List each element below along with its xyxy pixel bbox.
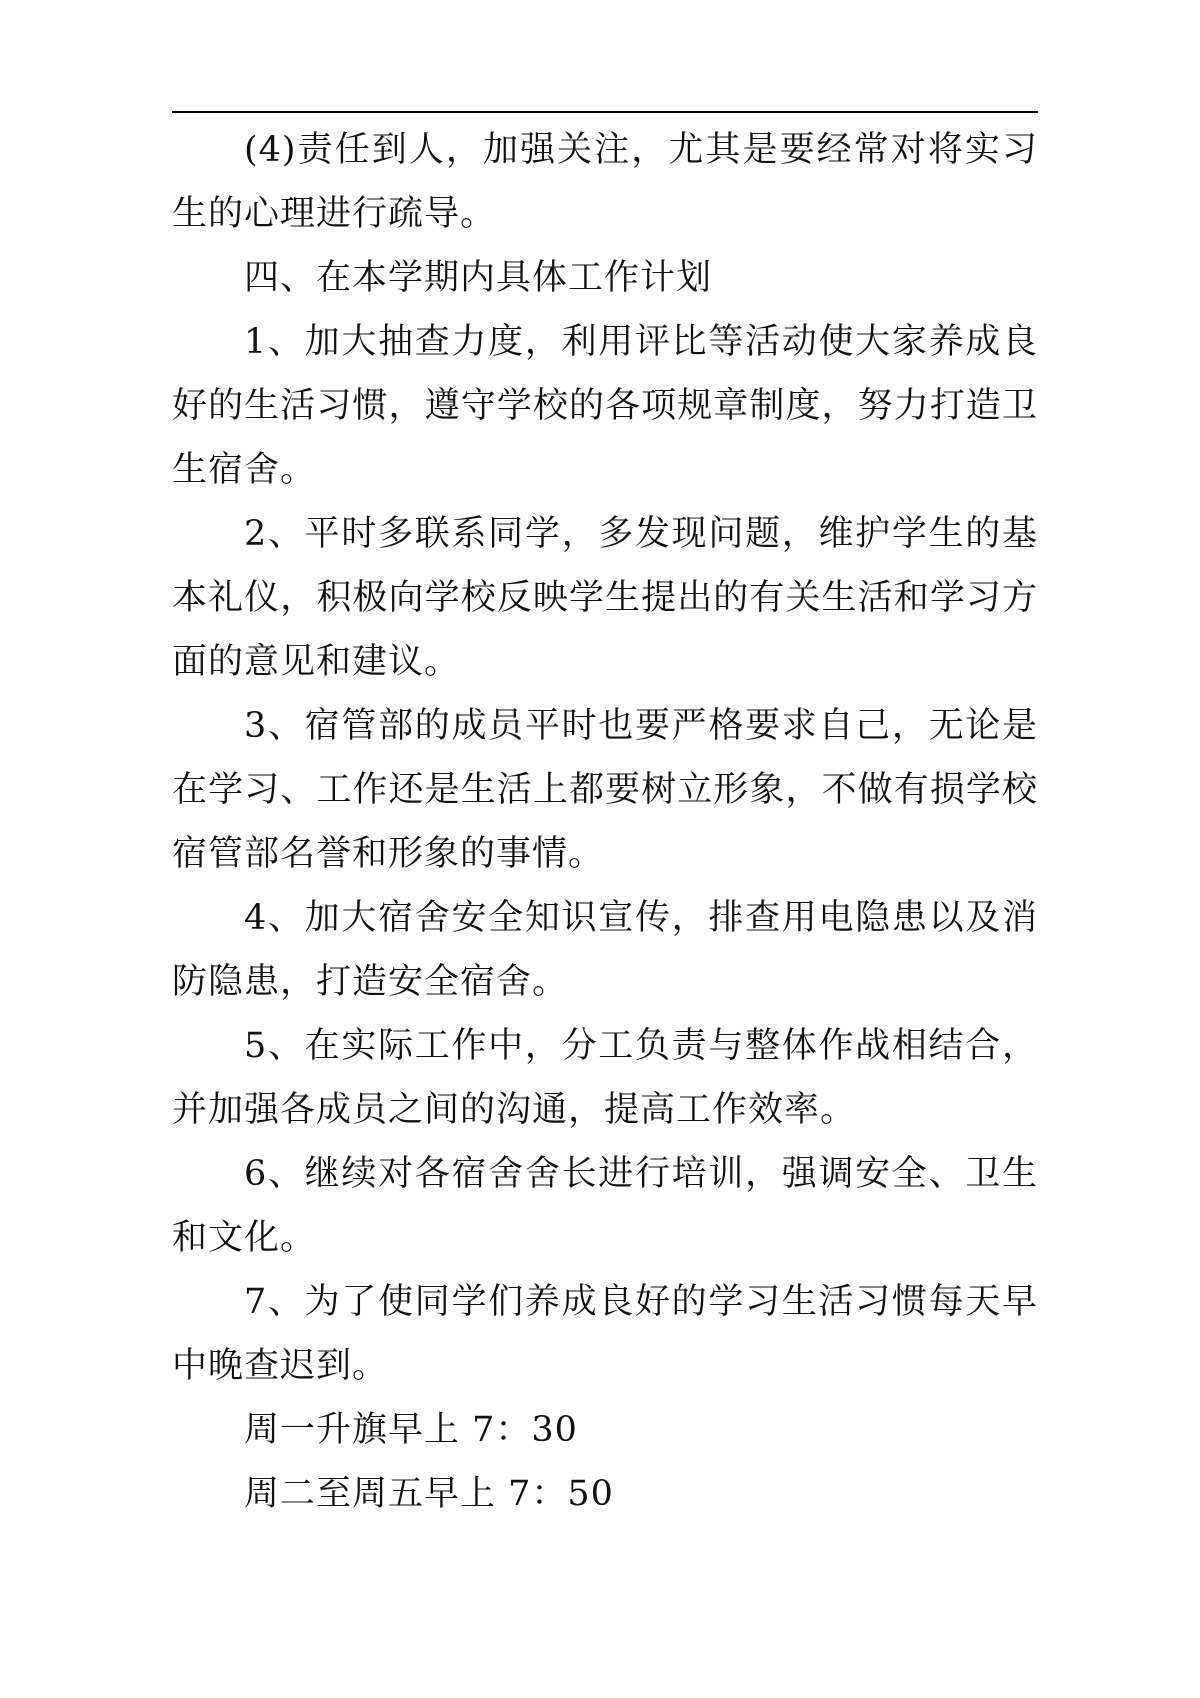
header-rule xyxy=(172,111,1038,113)
paragraph-plan-5: 5、在实际工作中，分工负责与整体作战相结合，并加强各成员之间的沟通，提高工作效率。 xyxy=(172,1026,1038,1130)
schedule-monday: 周一升旗早上 7：30 xyxy=(244,1410,578,1450)
paragraph-plan-7: 7、为了使同学们养成良好的学习生活习惯每天早中晚查迟到。 xyxy=(172,1282,1038,1386)
schedule-tue-fri: 周二至周五早上 7：50 xyxy=(244,1474,614,1514)
paragraph-plan-1: 1、加大抽查力度，利用评比等活动使大家养成良好的生活习惯，遵守学校的各项规章制度，努力打造卫生宿舍。 xyxy=(172,322,1038,490)
paragraph-plan-2: 2、平时多联系同学，多发现问题，维护学生的基本礼仪，积极向学校反映学生提出的有关生活和学习方面的意见和建议。 xyxy=(172,514,1038,682)
document-body xyxy=(172,118,1038,1526)
paragraph-plan-3: 3、宿管部的成员平时也要严格要求自己，无论是在学习、工作还是生活上都要树立形象，不做有损学校宿管部名誉和形象的事情。 xyxy=(172,706,1038,874)
section-heading-plan: 四、在本学期内具体工作计划 xyxy=(244,258,713,298)
paragraph-plan-6: 6、继续对各宿舍舍长进行培训，强调安全、卫生和文化。 xyxy=(172,1154,1038,1258)
paragraph-plan-4: 4、加大宿舍安全知识宣传，排查用电隐患以及消防隐患，打造安全宿舍。 xyxy=(172,898,1038,1002)
paragraph-item4: (4)责任到人，加强关注，尤其是要经常对将实习生的心理进行疏导。 xyxy=(172,130,1038,234)
